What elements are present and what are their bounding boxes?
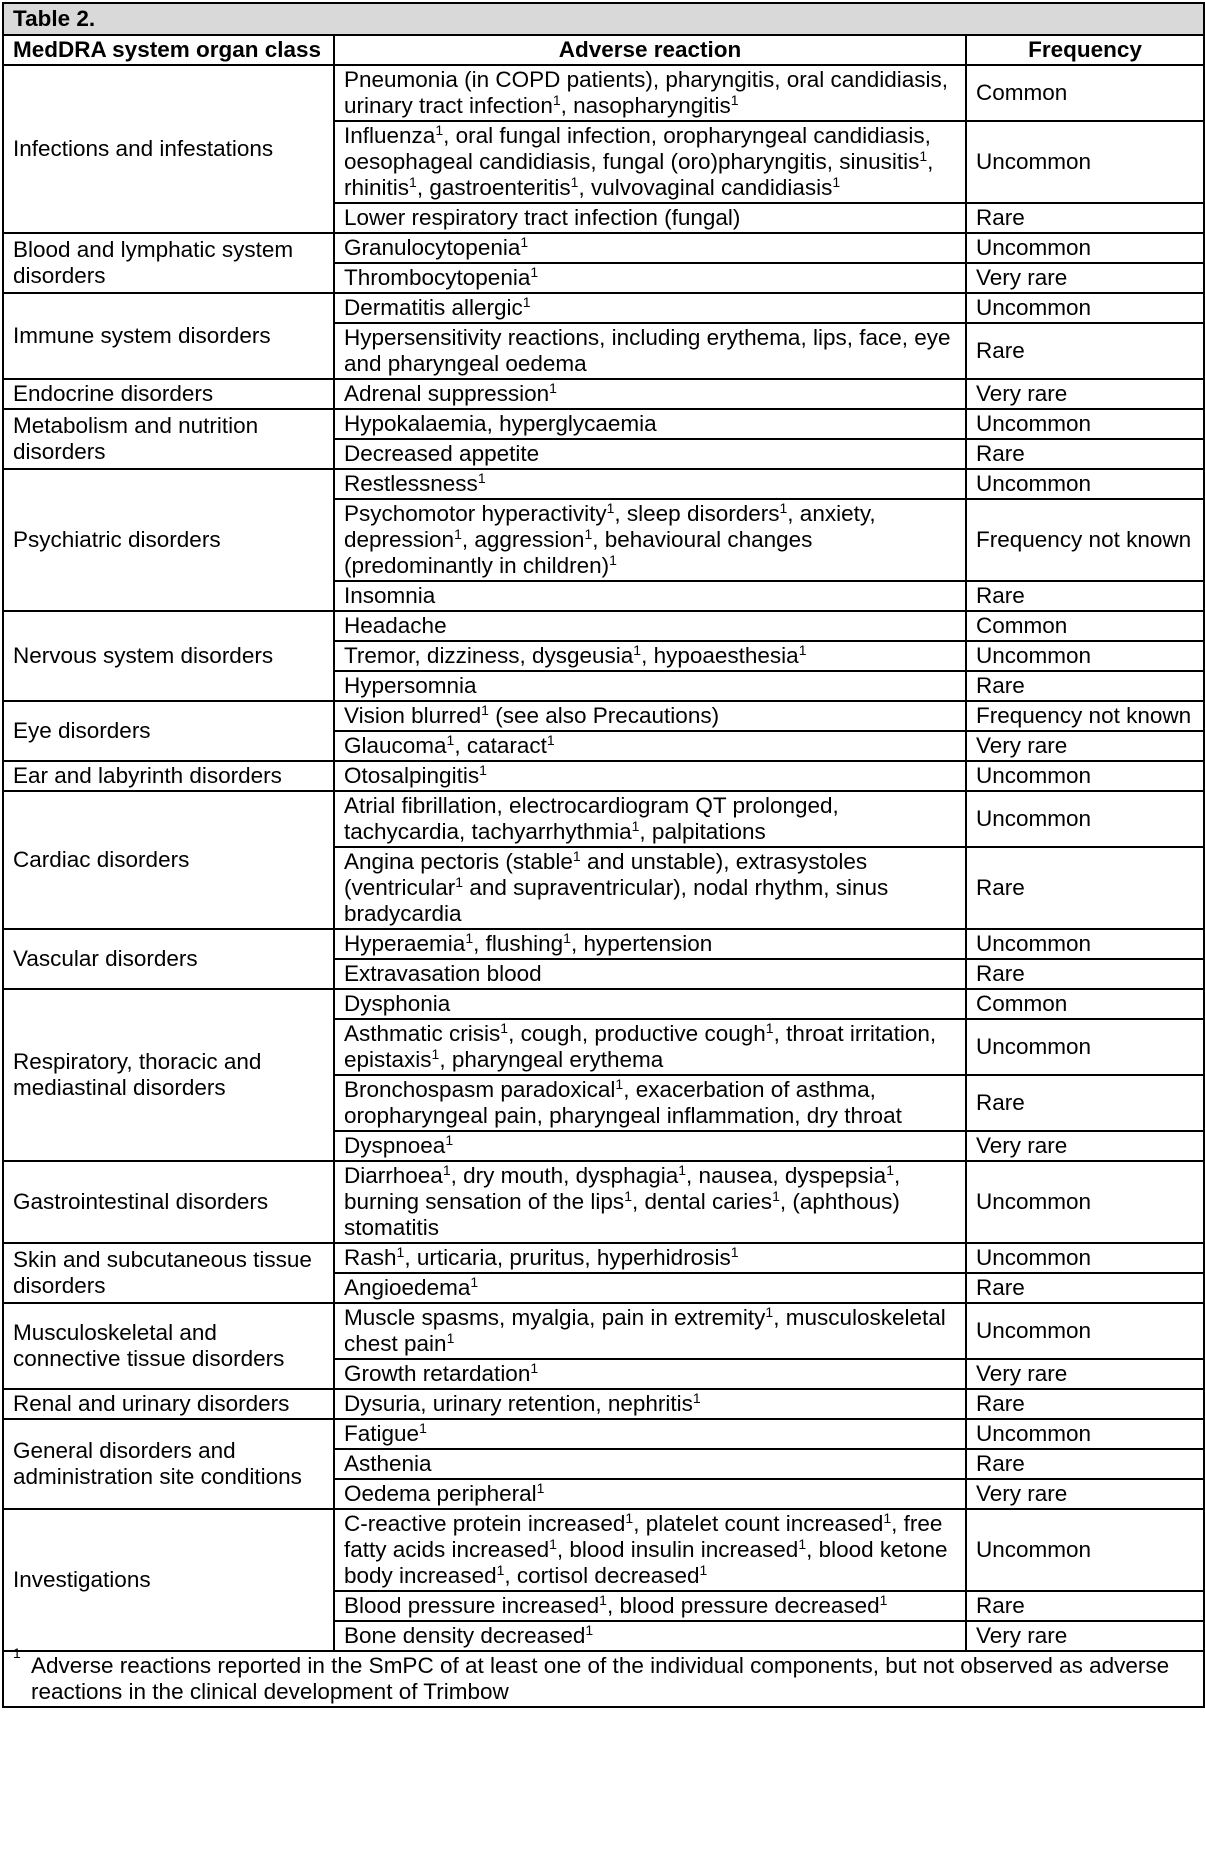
table-row — [3, 761, 1204, 791]
reaction-text: , oral fungal infection, oropharyngeal candidiasis, oesophageal candidiasis, fungal (oro)pharyngitis, sinusitis — [344, 123, 931, 174]
frequency-cell: Uncommon — [966, 929, 1204, 959]
footnote-reference: 1 — [584, 526, 593, 542]
table-row — [3, 1509, 1204, 1591]
adverse-reaction-cell — [334, 1019, 966, 1075]
reaction-text: , cataract — [454, 733, 547, 758]
reaction-text: Glaucoma — [344, 733, 447, 758]
frequency-cell: Rare — [966, 203, 1204, 233]
frequency-cell: Rare — [966, 1389, 1204, 1419]
reaction-text: Insomnia — [344, 583, 436, 608]
organ-class-cell: Infections and infestations — [3, 65, 334, 233]
frequency-cell: Uncommon — [966, 641, 1204, 671]
frequency-cell: Uncommon — [966, 1019, 1204, 1075]
reaction-text: Bone density decreased — [344, 1623, 586, 1648]
frequency-cell: Frequency not known — [966, 499, 1204, 581]
reaction-text: , aggression — [461, 527, 585, 552]
adverse-reaction-cell — [334, 1243, 966, 1273]
footnote-reference: 1 — [536, 1480, 545, 1496]
organ-class-cell: Respiratory, thoracic and mediastinal disorders — [3, 989, 334, 1161]
footnote-reference: 1 — [530, 264, 539, 280]
adverse-reaction-cell — [334, 581, 966, 611]
organ-class-cell: Musculoskeletal and connective tissue disorders — [3, 1303, 334, 1389]
organ-class-cell: Cardiac disorders — [3, 791, 334, 929]
reaction-text: Adrenal suppression — [344, 381, 550, 406]
frequency-cell: Uncommon — [966, 791, 1204, 847]
reaction-text: Asthenia — [344, 1451, 432, 1476]
footnote-reference: 1 — [409, 174, 417, 190]
adverse-reaction-cell — [334, 203, 966, 233]
table-title: Table 2. — [3, 3, 1204, 35]
footnote-reference: 1 — [396, 1244, 405, 1260]
reaction-text: Muscle spasms, myalgia, pain in extremity — [344, 1305, 766, 1330]
adverse-reaction-cell — [334, 263, 966, 293]
table-row — [3, 701, 1204, 731]
organ-class-cell: Renal and urinary disorders — [3, 1389, 334, 1419]
footnote-cell: $^1$ Adverse reactions reported in the SmPC of at least one of the individual components, but not observed as adverse reactions in the clinical development of Trimbow — [3, 1651, 1204, 1707]
reaction-text: (see also Precautions) — [488, 703, 720, 728]
frequency-cell: Very rare — [966, 379, 1204, 409]
frequency-cell: Common — [966, 611, 1204, 641]
reaction-text: Blood pressure increased — [344, 1593, 600, 1618]
reaction-text: Vision blurred — [344, 703, 482, 728]
reaction-text: Dyspnoea — [344, 1133, 446, 1158]
footnote-reference: 1 — [496, 1562, 505, 1578]
footnote-reference: 1 — [431, 1046, 440, 1062]
adverse-reaction-cell — [334, 1479, 966, 1509]
adverse-reaction-cell — [334, 293, 966, 323]
footnote-reference: 1 — [832, 174, 841, 190]
table-row — [3, 1389, 1204, 1419]
adverse-reaction-cell — [334, 121, 966, 203]
adverse-reaction-cell — [334, 233, 966, 263]
frequency-cell: Very rare — [966, 1621, 1204, 1651]
reaction-text: , burning sensation of the lips — [344, 1163, 901, 1214]
adverse-reaction-cell — [334, 1273, 966, 1303]
adverse-reaction-cell — [334, 1509, 966, 1591]
reaction-text: Angina pectoris (stable — [344, 849, 573, 874]
reaction-text: , blood ketone body increased — [344, 1537, 948, 1588]
frequency-cell: Common — [966, 989, 1204, 1019]
reaction-text: Granulocytopenia — [344, 235, 521, 260]
frequency-cell: Uncommon — [966, 293, 1204, 323]
footnote-reference: 1 — [419, 1420, 427, 1436]
reaction-text: Thrombocytopenia — [344, 265, 531, 290]
adverse-reaction-cell — [334, 323, 966, 379]
footnote-reference: 1 — [572, 848, 581, 864]
frequency-cell: Very rare — [966, 1359, 1204, 1389]
reaction-text: , exacerbation of asthma, oropharyngeal pain, pharyngeal inflammation, dry throat — [344, 1077, 902, 1128]
reaction-text: Growth retardation — [344, 1361, 531, 1386]
table-row — [3, 293, 1204, 323]
frequency-cell: Rare — [966, 1449, 1204, 1479]
organ-class-cell: Vascular disorders — [3, 929, 334, 989]
reaction-text: Otosalpingitis — [344, 763, 480, 788]
reaction-text: , throat irritation, epistaxis — [344, 1021, 937, 1072]
adverse-reaction-cell — [334, 611, 966, 641]
reaction-text: Hypersomnia — [344, 673, 477, 698]
footnote-reference: 1 — [442, 1162, 451, 1178]
table-row — [3, 791, 1204, 847]
table-row — [3, 1243, 1204, 1273]
frequency-cell: Uncommon — [966, 233, 1204, 263]
column-header-reaction: Adverse reaction — [334, 35, 966, 65]
frequency-cell: Rare — [966, 671, 1204, 701]
frequency-cell: Rare — [966, 959, 1204, 989]
footnote-reference: 1 — [798, 1536, 807, 1552]
reaction-text: Hyperaemia — [344, 931, 466, 956]
table-row — [3, 379, 1204, 409]
footnote-reference: 1 — [772, 1188, 780, 1204]
reaction-text: , hypoaesthesia — [641, 643, 799, 668]
footnote-reference: 1 — [445, 1132, 454, 1148]
reaction-text: and supraventricular), nodal rhythm, sinus bradycardia — [344, 875, 889, 926]
adverse-reaction-cell — [334, 409, 966, 439]
reaction-text: Pneumonia (in COPD patients), pharyngitis, oral candidiasis, urinary tract infection — [344, 67, 949, 118]
footnote-text: Adverse reactions reported in the SmPC of at least one of the individual components, but not observed as adverse reactions in the clinical development of Trimbow — [31, 1653, 1170, 1704]
footnote-reference: 1 — [477, 470, 486, 486]
reaction-text: , flushing — [473, 931, 564, 956]
footnote-reference: 1 — [465, 930, 474, 946]
footnote-reference: 1 — [779, 500, 788, 516]
adverse-reaction-cell — [334, 701, 966, 731]
organ-class-cell: General disorders and administration site conditions — [3, 1419, 334, 1509]
footnote-row — [3, 1651, 1204, 1707]
reaction-text: , platelet count increased — [633, 1511, 884, 1536]
organ-class-cell: Ear and labyrinth disorders — [3, 761, 334, 791]
adverse-reaction-cell — [334, 959, 966, 989]
footnote-reference: 1 — [692, 1390, 701, 1406]
organ-class-cell: Psychiatric disorders — [3, 469, 334, 611]
footnote-reference: 1 — [455, 874, 464, 890]
reaction-text: Asthmatic crisis — [344, 1021, 501, 1046]
footnote-reference: 1 — [585, 1622, 594, 1638]
footnote-reference: 1 — [631, 818, 640, 834]
footnote-reference: 1 — [563, 930, 571, 946]
frequency-cell: Uncommon — [966, 1509, 1204, 1591]
reaction-text: , nausea, dyspepsia — [686, 1163, 887, 1188]
footnote-reference: 1 — [765, 1020, 774, 1036]
reaction-text: Oedema peripheral — [344, 1481, 537, 1506]
frequency-cell: Uncommon — [966, 1243, 1204, 1273]
footnote-reference: 1 — [446, 1330, 455, 1346]
reaction-text: , gastroenteritis — [416, 175, 571, 200]
footnote-reference: 1 — [633, 642, 642, 658]
footnote-reference: 1 — [615, 1076, 624, 1092]
organ-class-cell: Immune system disorders — [3, 293, 334, 379]
reaction-text: Diarrhoea — [344, 1163, 443, 1188]
frequency-cell: Uncommon — [966, 469, 1204, 499]
column-header-soc: MedDRA system organ class — [3, 35, 334, 65]
frequency-cell: Very rare — [966, 263, 1204, 293]
table-header-row — [3, 35, 1204, 65]
reaction-text: Dysuria, urinary retention, nephritis — [344, 1391, 693, 1416]
adverse-reaction-cell — [334, 1303, 966, 1359]
reaction-text: Decreased appetite — [344, 441, 540, 466]
adverse-reaction-cell — [334, 439, 966, 469]
reaction-text: Atrial fibrillation, electrocardiogram QT prolonged, tachycardia, tachyarrhythmia — [344, 793, 839, 844]
frequency-cell: Uncommon — [966, 1161, 1204, 1243]
footnote-reference: 1 — [570, 174, 579, 190]
table-title-row — [3, 3, 1204, 35]
table-row — [3, 611, 1204, 641]
footnote-reference: 1 — [454, 526, 462, 542]
reaction-text: , pharyngeal erythema — [439, 1047, 664, 1072]
reaction-text: , sleep disorders — [614, 501, 780, 526]
reaction-text: , nasopharyngitis — [560, 93, 731, 118]
reaction-text: , blood insulin increased — [556, 1537, 799, 1562]
frequency-cell: Rare — [966, 323, 1204, 379]
reaction-text: Influenza — [344, 123, 436, 148]
column-header-frequency: Frequency — [966, 35, 1204, 65]
frequency-cell: Uncommon — [966, 1419, 1204, 1449]
reaction-text: , (aphthous) stomatitis — [344, 1189, 900, 1240]
adverse-reactions-table — [2, 2, 1205, 1708]
adverse-reaction-cell — [334, 1419, 966, 1449]
table-row — [3, 1303, 1204, 1359]
footnote-reference: 1 — [606, 500, 615, 516]
footnote-reference: 1 — [609, 552, 617, 568]
adverse-reaction-cell — [334, 791, 966, 847]
footnote-reference: 1 — [530, 1360, 539, 1376]
reaction-text: Hypersensitivity reactions, including erythema, lips, face, eye and pharyngeal oedema — [344, 325, 951, 376]
frequency-cell: Rare — [966, 1591, 1204, 1621]
reaction-text: Dermatitis allergic — [344, 295, 523, 320]
reaction-text: , musculoskeletal chest pain — [344, 1305, 946, 1356]
adverse-reaction-cell — [334, 1449, 966, 1479]
reaction-text: Angioedema — [344, 1275, 471, 1300]
frequency-cell: Rare — [966, 1273, 1204, 1303]
footnote-reference: 1 — [500, 1020, 509, 1036]
footnote-reference: 1 — [886, 1162, 894, 1178]
table-row — [3, 1161, 1204, 1243]
footnote-reference: 1 — [879, 1592, 888, 1608]
table-body — [3, 65, 1204, 1651]
footnote-reference: 1 — [552, 92, 561, 108]
footnote-reference: 1 — [624, 1188, 632, 1204]
reaction-text: , rhinitis — [344, 149, 934, 200]
adverse-reaction-cell — [334, 847, 966, 929]
footnote-reference: 1 — [599, 1592, 607, 1608]
reaction-text: , urticaria, pruritus, hyperhidrosis — [404, 1245, 731, 1270]
reaction-text: Tremor, dizziness, dysgeusia — [344, 643, 634, 668]
organ-class-cell: Nervous system disorders — [3, 611, 334, 701]
adverse-reaction-cell — [334, 1075, 966, 1131]
frequency-cell: Very rare — [966, 1479, 1204, 1509]
organ-class-cell: Investigations — [3, 1509, 334, 1651]
organ-class-cell: Skin and subcutaneous tissue disorders — [3, 1243, 334, 1303]
reaction-text: , dry mouth, dysphagia — [450, 1163, 679, 1188]
adverse-reaction-cell — [334, 1591, 966, 1621]
frequency-cell: Very rare — [966, 731, 1204, 761]
adverse-reaction-cell — [334, 731, 966, 761]
table-row — [3, 989, 1204, 1019]
footnote-reference: 1 — [481, 702, 489, 718]
reaction-text: , palpitations — [639, 819, 766, 844]
reaction-text: , hypertension — [570, 931, 713, 956]
reaction-text: , anxiety, depression — [344, 501, 876, 552]
adverse-reaction-cell — [334, 989, 966, 1019]
table-row — [3, 233, 1204, 263]
frequency-cell: Uncommon — [966, 1303, 1204, 1359]
reaction-text: Lower respiratory tract infection (fungal) — [344, 205, 741, 230]
footnote-reference: 1 — [470, 1274, 479, 1290]
footnote-reference: 1 — [919, 148, 928, 164]
adverse-reaction-cell — [334, 1131, 966, 1161]
reaction-text: Psychomotor hyperactivity — [344, 501, 607, 526]
reaction-text: , dental caries — [631, 1189, 773, 1214]
organ-class-cell: Endocrine disorders — [3, 379, 334, 409]
adverse-reaction-cell — [334, 469, 966, 499]
footnote-reference: 1 — [798, 642, 807, 658]
reaction-text: Rash — [344, 1245, 397, 1270]
adverse-reaction-cell — [334, 1621, 966, 1651]
footnote-reference: 1 — [435, 122, 444, 138]
frequency-cell: Uncommon — [966, 121, 1204, 203]
reaction-text: , free fatty acids increased — [344, 1511, 943, 1562]
frequency-cell: Uncommon — [966, 761, 1204, 791]
footnote-reference: 1 — [730, 1244, 739, 1260]
reaction-text: Extravasation blood — [344, 961, 542, 986]
adverse-reaction-cell — [334, 1359, 966, 1389]
adverse-reaction-cell — [334, 1389, 966, 1419]
adverse-reaction-cell — [334, 1161, 966, 1243]
footnote-reference: 1 — [625, 1510, 634, 1526]
reaction-text: , cortisol decreased — [504, 1563, 700, 1588]
footnote-reference: 1 — [699, 1562, 708, 1578]
frequency-cell: Very rare — [966, 1131, 1204, 1161]
reaction-text: , vulvovaginal candidiasis — [578, 175, 833, 200]
frequency-cell: Rare — [966, 439, 1204, 469]
table-row — [3, 409, 1204, 439]
adverse-reactions-document — [2, 2, 1203, 1708]
footnote-reference: 1 — [520, 234, 529, 250]
frequency-cell: Rare — [966, 1075, 1204, 1131]
frequency-cell: Rare — [966, 847, 1204, 929]
footnote-reference: 1 — [479, 762, 487, 778]
table-row — [3, 1419, 1204, 1449]
adverse-reaction-cell — [334, 929, 966, 959]
reaction-text: Dysphonia — [344, 991, 451, 1016]
footnote-reference: 1 — [730, 92, 739, 108]
organ-class-cell: Blood and lymphatic system disorders — [3, 233, 334, 293]
table-row — [3, 65, 1204, 121]
footnote-reference: 1 — [546, 732, 555, 748]
reaction-text: , cough, productive cough — [508, 1021, 766, 1046]
reaction-text: C-reactive protein increased — [344, 1511, 626, 1536]
reaction-text: Headache — [344, 613, 447, 638]
footnote-reference: 1 — [549, 1536, 557, 1552]
frequency-cell: Common — [966, 65, 1204, 121]
adverse-reaction-cell — [334, 641, 966, 671]
organ-class-cell: Metabolism and nutrition disorders — [3, 409, 334, 469]
adverse-reaction-cell — [334, 499, 966, 581]
reaction-text: and unstable), extrasystoles (ventricular — [344, 849, 868, 900]
table-row — [3, 929, 1204, 959]
footnote-reference: 1 — [765, 1304, 774, 1320]
organ-class-cell: Eye disorders — [3, 701, 334, 761]
reaction-text: Fatigue — [344, 1421, 420, 1446]
frequency-cell: Frequency not known — [966, 701, 1204, 731]
footnote-reference: 1 — [549, 380, 557, 396]
adverse-reaction-cell — [334, 65, 966, 121]
footnote-reference: 1 — [883, 1510, 892, 1526]
adverse-reaction-cell — [334, 761, 966, 791]
adverse-reaction-cell — [334, 671, 966, 701]
reaction-text: , behavioural changes (predominantly in children) — [344, 527, 813, 578]
reaction-text: Restlessness — [344, 471, 478, 496]
reaction-text: , blood pressure decreased — [606, 1593, 880, 1618]
footnote-reference: 1 — [522, 294, 531, 310]
frequency-cell: Uncommon — [966, 409, 1204, 439]
reaction-text: Bronchospasm paradoxical — [344, 1077, 616, 1102]
reaction-text: Hypokalaemia, hyperglycaemia — [344, 411, 657, 436]
table-row — [3, 469, 1204, 499]
adverse-reaction-cell — [334, 379, 966, 409]
organ-class-cell: Gastrointestinal disorders — [3, 1161, 334, 1243]
frequency-cell: Rare — [966, 581, 1204, 611]
footnote-reference: 1 — [678, 1162, 687, 1178]
footnote-reference: 1 — [446, 732, 455, 748]
